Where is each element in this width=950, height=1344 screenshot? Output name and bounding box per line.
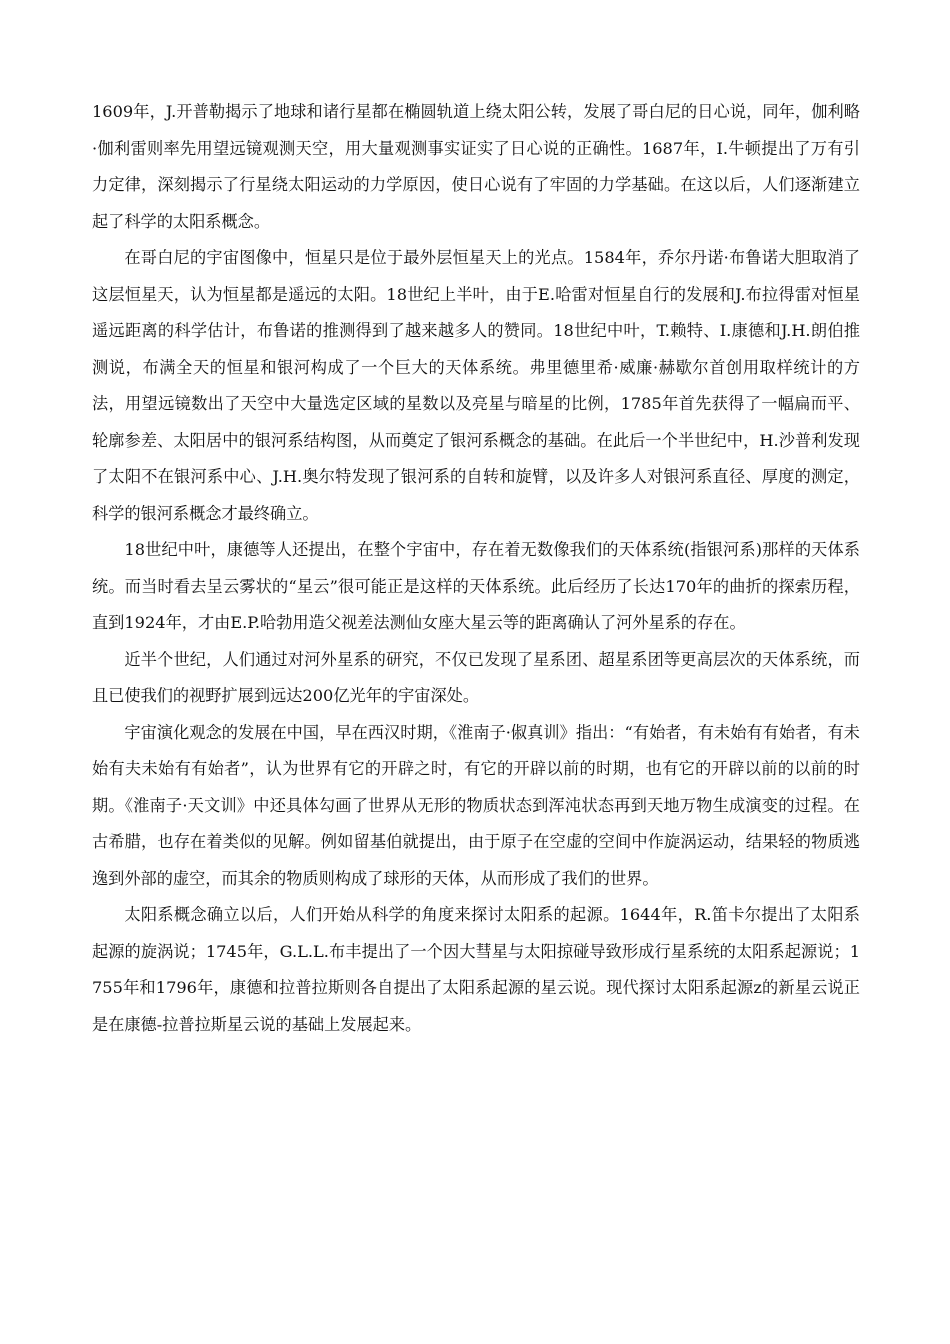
paragraph-extragalactic-systems: 18世纪中叶，康德等人还提出，在整个宇宙中，存在着无数像我们的天体系统(指银河系)那样的天体系统。而当时看去呈云雾状的“星云”很可能正是这样的天体系统。此后经历了长达170年的曲折的探索历程，直到1924年，才由E.P.哈勃用造父视差法测仙女座大星云等的距离确认了河外星系的存在。 xyxy=(92,540,860,632)
paragraph-cosmic-evolution-ideas: 宇宙演化观念的发展在中国，早在西汉时期，《淮南子·俶真训》指出：“有始者，有未始有有始者，有未始有夫未始有有始者”，认为世界有它的开辟之时，有它的开辟以前的时期，也有它的开辟以前的以前的时期。《淮南子·天文训》中还具体勾画了世界从无形的物质状态到浑沌状态再到天地万物生成演变的过程。在古希腊，也存在着类似的见解。例如留基伯就提出，由于原子在空虚的空间中作旋涡运动，结果轻的物质逃逸到外部的虚空，而其余的物质则构成了球形的天体，从而形成了我们的世界。 xyxy=(92,722,860,888)
paragraph-heliocentric-continuation: 1609年，J.开普勒揭示了地球和诸行星都在椭圆轨道上绕太阳公转，发展了哥白尼的日心说，同年，伽利略·伽利雷则率先用望远镜观测天空，用大量观测事实证实了日心说的正确性。1687年，I.牛顿提出了万有引力定律，深刻揭示了行星绕太阳运动的力学原因，使日心说有了牢固的力学基础。在这以后，人们逐渐建立起了科学的太阳系概念。 xyxy=(92,102,860,231)
paragraph-solar-system-origin: 太阳系概念确立以后，人们开始从科学的角度来探讨太阳系的起源。1644年，R.笛卡尔提出了太阳系起源的旋涡说；1745年，G.L.L.布丰提出了一个因大彗星与太阳掠碰导致形成行星系统的太阳系起源说；1755年和1796年，康德和拉普拉斯则各自提出了太阳系起源的星云说。现代探讨太阳系起源z的新星云说正是在康德-拉普拉斯星云说的基础上发展起来。 xyxy=(92,905,860,1034)
article-body xyxy=(92,94,860,1043)
paragraph-milky-way-concept: 在哥白尼的宇宙图像中，恒星只是位于最外层恒星天上的光点。1584年，乔尔丹诺·布鲁诺大胆取消了这层恒星天，认为恒星都是遥远的太阳。18世纪上半叶，由于E.哈雷对恒星自行的发展和J.布拉得雷对恒星遥远距离的科学估计，布鲁诺的推测得到了越来越多人的赞同。18世纪中叶，T.赖特、I.康德和J.H.朗伯推测说，布满全天的恒星和银河构成了一个巨大的天体系统。弗里德里希·威廉·赫歇尔首创用取样统计的方法，用望远镜数出了天空中大量选定区域的星数以及亮星与暗星的比例，1785年首先获得了一幅扁而平、轮廓参差、太阳居中的银河系结构图，从而奠定了银河系概念的基础。在此后一个半世纪中，H.沙普利发现了太阳不在银河系中心、J.H.奥尔特发现了银河系的自转和旋臂，以及许多人对银河系直径、厚度的测定，科学的银河系概念才最终确立。 xyxy=(92,248,860,523)
paragraph-galaxy-clusters: 近半个世纪，人们通过对河外星系的研究，不仅已发现了星系团、超星系团等更高层次的天体系统，而且已使我们的视野扩展到远达200亿光年的宇宙深处。 xyxy=(92,649,860,705)
